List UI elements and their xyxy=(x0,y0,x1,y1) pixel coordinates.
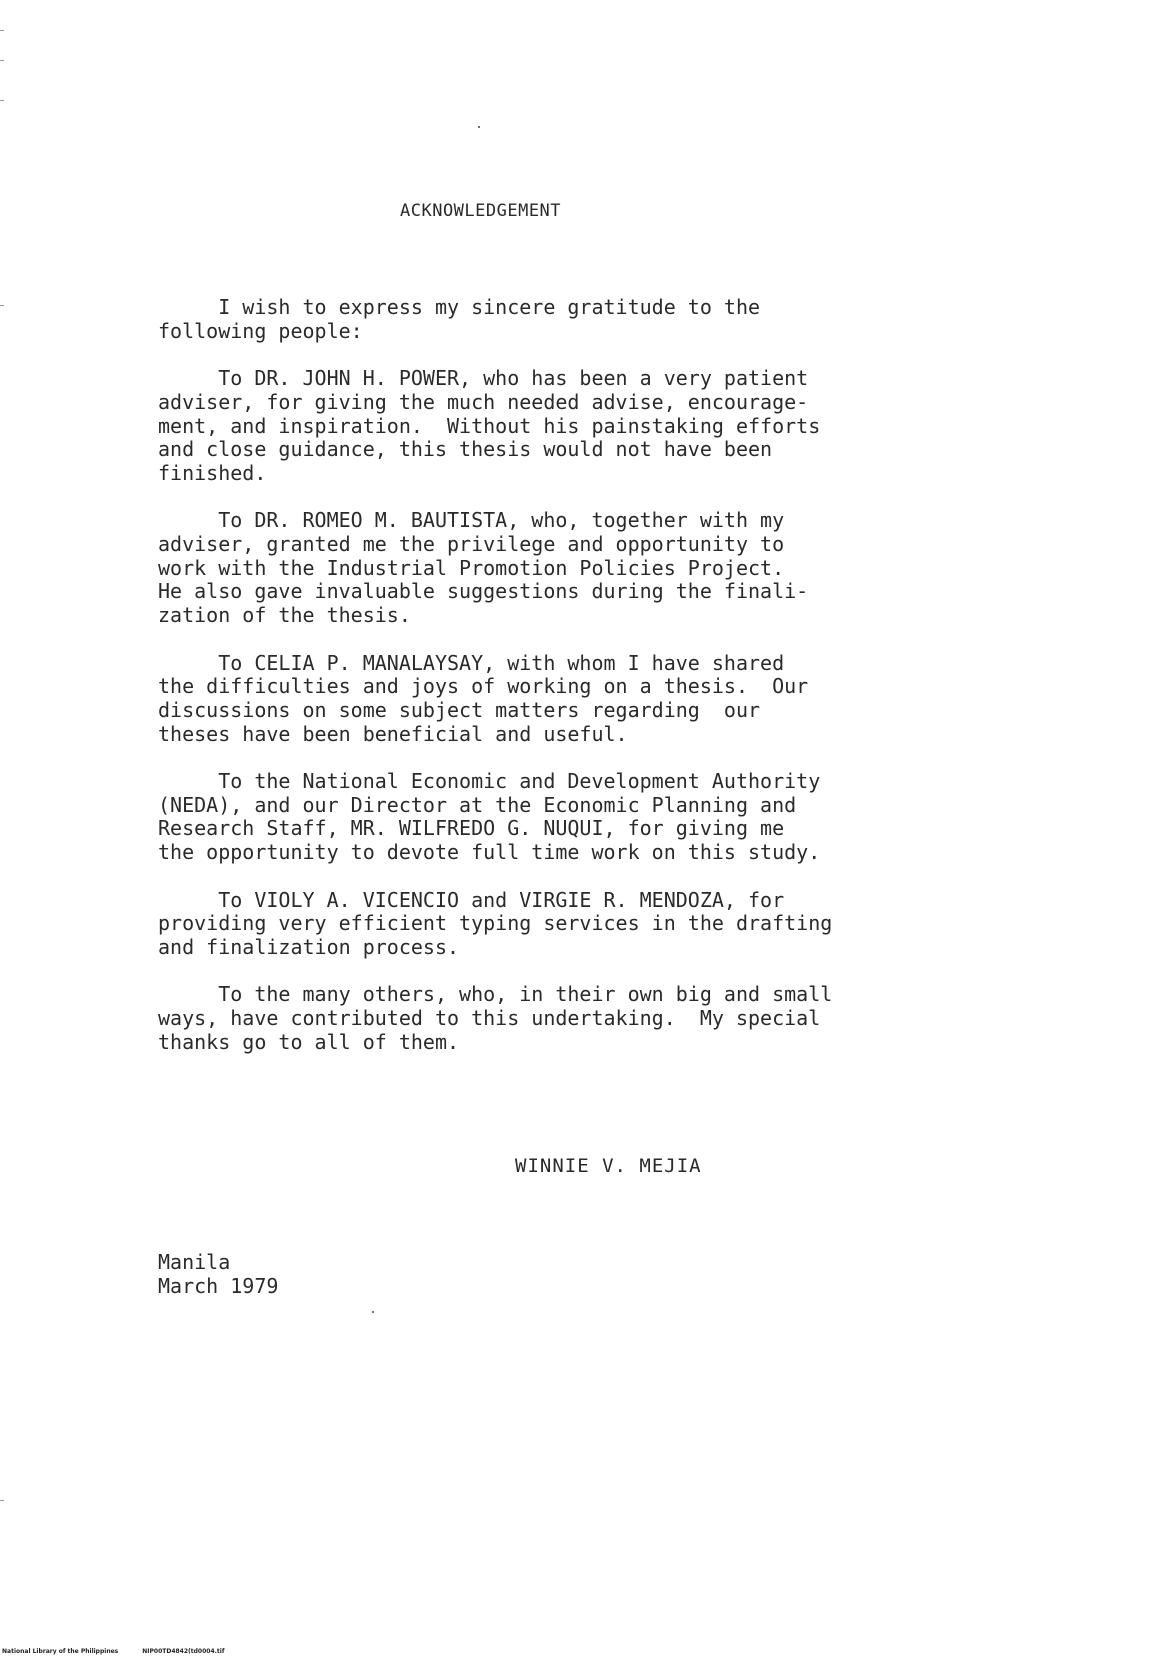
scan-edge-mark xyxy=(0,60,4,61)
paragraph-typists: To VIOLY A. VICENCIO and VIRGIE R. MENDOZA, for providing very efficient typing services in the drafting and finalization process. xyxy=(158,887,833,959)
scan-speck xyxy=(478,126,480,128)
acknowledgement-body xyxy=(158,296,978,1078)
paragraph-power: To DR. JOHN H. POWER, who has been a very patient adviser, for giving the much needed advise, encourage- ment, and inspiration. Without his painstaking efforts and close guidance, this thesis would not have been finished. xyxy=(158,366,821,485)
paragraph-bautista: To DR. ROMEO M. BAUTISTA, who, together with my adviser, granted me the privilege and opportunity to work with the Industrial Promotion Policies Project. He also gave invaluable suggestions during the finali- zation of the thesis. xyxy=(158,508,809,628)
scan-edge-mark xyxy=(0,100,4,101)
scan-edge-mark xyxy=(0,1500,4,1501)
paragraph-manalaysay: To CELIA P. MANALAYSAY, with whom I have shared the difficulties and joys of working on a thesis. Our discussions on some subject matters regarding our theses have been beneficial and useful. xyxy=(158,650,809,746)
paragraph-neda: To the National Economic and Development Authority (NEDA), and our Director at the Economic Planning and Research Staff, MR. WILFREDO G. NUQUI, for giving me the opportunity to devote full time work on this study. xyxy=(158,769,821,865)
page-heading: ACKNOWLEDGEMENT xyxy=(400,201,562,221)
date-text: March 1979 xyxy=(158,1274,279,1298)
author-signature: WINNIE V. MEJIA xyxy=(515,1155,702,1177)
scan-edge-mark xyxy=(0,305,4,306)
footer-file-id: NIP00TD4842(td0004.tif xyxy=(142,1648,225,1655)
place-text: Manila xyxy=(158,1250,231,1274)
scan-edge-mark xyxy=(0,30,4,31)
scan-footer xyxy=(2,1648,224,1655)
scan-speck xyxy=(372,1311,374,1313)
paragraph-intro: I wish to express my sincere gratitude to the following people: xyxy=(158,295,761,343)
footer-library: National Library of the Philippines xyxy=(2,1648,119,1655)
place-date-block xyxy=(158,1250,278,1298)
paragraph-others: To the many others, who, in their own big and small ways, have contributed to this undertaking. My special thanks go to all of them. xyxy=(158,982,833,1054)
